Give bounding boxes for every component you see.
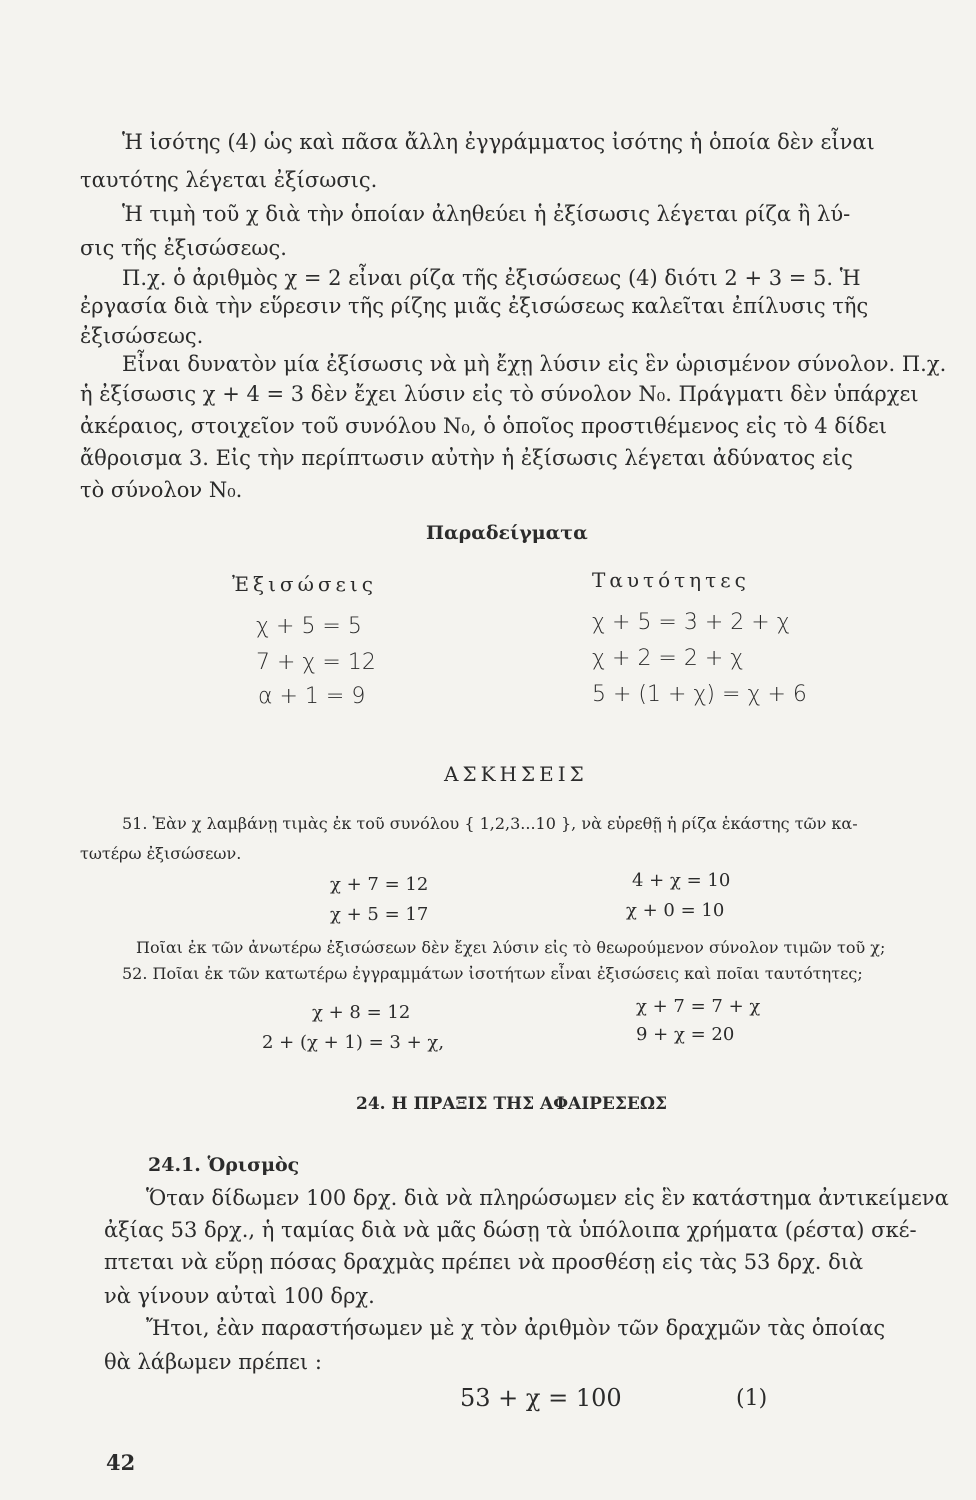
section-title: 24. Η ΠΡΑΞΙΣ ΤΗΣ ΑΦΑΙΡΕΣΕΩΣ: [356, 1094, 668, 1114]
text-line: ταυτότης λέγεται ἐξίσωσις.: [80, 168, 378, 192]
exercise-equation: 2 + (χ + 1) = 3 + χ,: [262, 1032, 445, 1053]
text-line: θὰ λάβωμεν πρέπει :: [104, 1350, 322, 1374]
text-line: ἡ ἐξίσωσις χ + 4 = 3 δὲν ἔχει λύσιν εἰς τὸ σύνολον N₀. Πράγματι δὲν ὑπάρχει: [80, 382, 919, 406]
text-line: νὰ γίνουν αὐταὶ 100 δρχ.: [104, 1284, 375, 1308]
page-number: 42: [106, 1450, 136, 1475]
exercise-equation: 9 + χ = 20: [636, 1024, 735, 1045]
exercise-52-text: 52. Ποῖαι ἐκ τῶν κατωτέρω ἐγγραμμάτων ἰσοτήτων εἶναι ἐξισώσεις καὶ ποῖαι ταυτότητες;: [122, 964, 863, 983]
exercise-equation: χ + 7 = 7 + χ: [636, 996, 761, 1017]
text-line: σις τῆς ἐξισώσεως.: [80, 236, 287, 260]
text-line: ἄθροισμα 3. Εἰς τὴν περίπτωσιν αὐτὴν ἡ ἐξίσωσις λέγεται ἀδύνατος εἰς: [80, 446, 853, 470]
example-identity: χ + 2 = 2 + χ: [592, 646, 744, 671]
exercises-heading: ΑΣΚΗΣΕΙΣ: [444, 762, 588, 786]
main-equation: 53 + χ = 100: [460, 1384, 622, 1412]
text-line: ἐξισώσεως.: [80, 324, 204, 348]
example-equation: α + 1 = 9: [258, 684, 366, 709]
subsection-title: 24.1. Ὁρισμὸς: [148, 1154, 300, 1176]
example-identity: 5 + (1 + χ) = χ + 6: [592, 682, 807, 707]
identities-heading: Ταυτότητες: [592, 568, 750, 592]
exercise-equation: 4 + χ = 10: [632, 870, 731, 891]
exercise-equation: χ + 5 = 17: [330, 904, 429, 925]
exercise-equation: χ + 0 = 10: [626, 900, 725, 921]
text-line: ἀκέραιος, στοιχεῖον τοῦ συνόλου N₀, ὁ ὁποῖος προστιθέμενος εἰς τὸ 4 δίδει: [80, 414, 887, 438]
exercise-51-text: 51. Ἐὰν χ λαμβάνῃ τιμὰς ἐκ τοῦ συνόλου { 1,2,3...10 }, νὰ εὑρεθῇ ἡ ρίζα ἑκάστης τῶν κα-: [122, 814, 858, 833]
example-identity: χ + 5 = 3 + 2 + χ: [592, 610, 790, 635]
text-line: ἐργασία διὰ τὴν εὕρεσιν τῆς ρίζης μιᾶς ἐξισώσεως καλεῖται ἐπίλυσις τῆς: [80, 294, 869, 318]
text-line: πτεται νὰ εὕρῃ πόσας δραχμὰς πρέπει νὰ προσθέσῃ εἰς τὰς 53 δρχ. διὰ: [104, 1250, 864, 1274]
text-line: τὸ σύνολον N₀.: [80, 478, 243, 502]
text-line: Εἶναι δυνατὸν μία ἐξίσωσις νὰ μὴ ἔχῃ λύσιν εἰς ἓν ὡρισμένον σύνολον. Π.χ.: [122, 352, 947, 376]
text-line: Π.χ. ὁ ἀριθμὸς χ = 2 εἶναι ρίζα τῆς ἐξισώσεως (4) διότι 2 + 3 = 5. Ἡ: [122, 266, 861, 290]
example-equation: 7 + χ = 12: [256, 650, 376, 675]
exercise-equation: χ + 7 = 12: [330, 874, 429, 895]
text-line: Ἡ τιμὴ τοῦ χ διὰ τὴν ὁποίαν ἀληθεύει ἡ ἐξίσωσις λέγεται ρίζα ἢ λύ-: [122, 202, 851, 226]
exercise-51-text: τωτέρω ἐξισώσεων.: [80, 844, 242, 863]
equations-heading: Ἐξισώσεις: [232, 572, 377, 596]
text-line: Ἤτοι, ἐὰν παραστήσωμεν μὲ χ τὸν ἀριθμὸν τῶν δραχμῶν τὰς ὁποίας: [146, 1316, 886, 1340]
text-line: Ὅταν δίδωμεν 100 δρχ. διὰ νὰ πληρώσωμεν εἰς ἓν κατάστημα ἀντικείμενα: [146, 1186, 949, 1210]
examples-heading: Παραδείγματα: [426, 522, 588, 544]
exercise-equation: χ + 8 = 12: [312, 1002, 411, 1023]
example-equation: χ + 5 = 5: [256, 614, 362, 639]
text-line: Ἡ ἰσότης (4) ὡς καὶ πᾶσα ἄλλη ἐγγράμματος ἰσότης ἡ ὁποία δὲν εἶναι: [122, 130, 875, 154]
text-line: ἀξίας 53 δρχ., ἡ ταμίας διὰ νὰ μᾶς δώσῃ τὰ ὑπόλοιπα χρήματα (ρέστα) σκέ-: [104, 1218, 917, 1242]
equation-number: (1): [736, 1386, 768, 1411]
exercise-question: Ποῖαι ἐκ τῶν ἀνωτέρω ἐξισώσεων δὲν ἔχει λύσιν εἰς τὸ θεωρούμενον σύνολον τιμῶν τοῦ χ;: [136, 938, 886, 957]
